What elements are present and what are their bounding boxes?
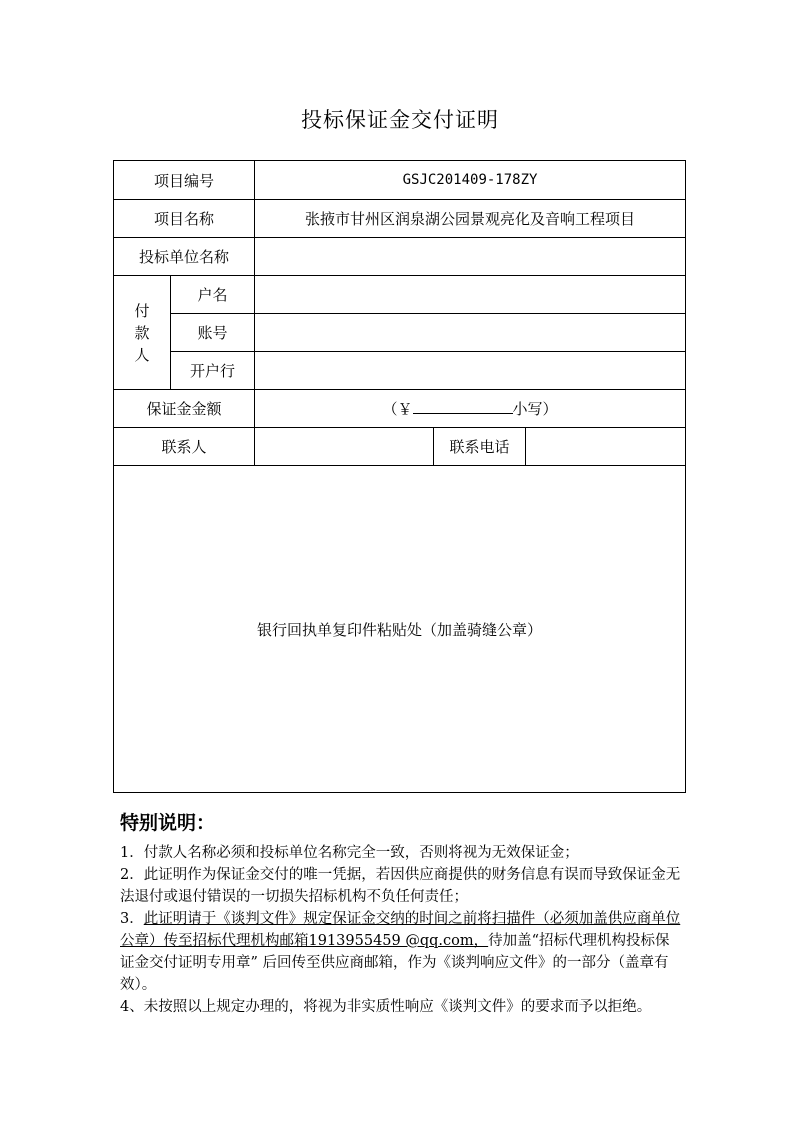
deposit-amount-blank[interactable] xyxy=(413,399,513,414)
account-name-field[interactable] xyxy=(255,276,686,314)
payer-label-char: 付 xyxy=(134,301,150,320)
deposit-row xyxy=(114,390,686,428)
notes-title: 特别说明： xyxy=(120,812,216,834)
note-item-3-prefix: 3． xyxy=(120,911,144,927)
receipt-row xyxy=(114,466,686,793)
contact-field[interactable] xyxy=(255,428,434,466)
phone-label: 联系电话 xyxy=(434,428,526,466)
bank-label: 开户行 xyxy=(171,352,255,390)
bank-field[interactable] xyxy=(255,352,686,390)
account-no-field[interactable] xyxy=(255,314,686,352)
deposit-amount-field[interactable] xyxy=(255,390,686,428)
document-title: 投标保证金交付证明 xyxy=(301,108,499,132)
bidder-row xyxy=(114,238,686,276)
note-item-3-underlined: 此证明请于《谈判文件》规定保证金交纳的时间之前将扫描件（必须加盖供应商单位公章）传至招标代理机构邮箱1913955459 @qq.com， xyxy=(120,911,681,949)
note-item-1: 1．付款人名称必须和投标单位名称完全一致，否则将视为无效保证金； xyxy=(120,845,579,861)
note-item-2: 2．此证明作为保证金交付的唯一凭据，若因供应商提供的财务信息有误而导致保证金无法退付或退付错误的一切损失招标机构不负任何责任； xyxy=(120,867,681,905)
account-name-row xyxy=(114,276,686,314)
project-no-label: 项目编号 xyxy=(114,161,255,200)
payer-label-char: 人 xyxy=(134,345,150,364)
deposit-prefix: （￥ xyxy=(382,400,413,418)
bank-row xyxy=(114,352,686,390)
contact-row xyxy=(114,428,686,466)
account-name-label: 户名 xyxy=(171,276,255,314)
project-no-value: GSJC201409-178ZY xyxy=(255,161,686,200)
notes-list xyxy=(120,842,682,1018)
receipt-paste-area: 银行回执单复印件粘贴处（加盖骑缝公章） xyxy=(114,466,686,793)
project-name-row xyxy=(114,200,686,238)
deposit-label: 保证金金额 xyxy=(114,390,255,428)
payer-label-char: 款 xyxy=(134,323,150,342)
account-no-row xyxy=(114,314,686,352)
deposit-form-table xyxy=(113,160,686,793)
project-name-label: 项目名称 xyxy=(114,200,255,238)
project-name-value: 张掖市甘州区润泉湖公园景观亮化及音响工程项目 xyxy=(255,200,686,238)
note-item-3-rest: 待加盖“招标代理机构投标保证金交付证明专用章” 后回传至供应商邮箱，作为《谈判响应文件》的一部分（盖章有效）。 xyxy=(120,933,670,993)
phone-field[interactable] xyxy=(526,428,686,466)
bidder-value-field[interactable] xyxy=(255,238,686,276)
bidder-label: 投标单位名称 xyxy=(114,238,255,276)
note-item-4: 4、未按照以上规定办理的，将视为非实质性响应《谈判文件》的要求而予以拒绝。 xyxy=(120,999,652,1015)
note-item-3 xyxy=(120,908,682,996)
contact-label: 联系人 xyxy=(114,428,255,466)
payer-label xyxy=(114,276,171,390)
deposit-suffix: 小写） xyxy=(512,400,558,418)
account-no-label: 账号 xyxy=(171,314,255,352)
project-no-row xyxy=(114,161,686,200)
